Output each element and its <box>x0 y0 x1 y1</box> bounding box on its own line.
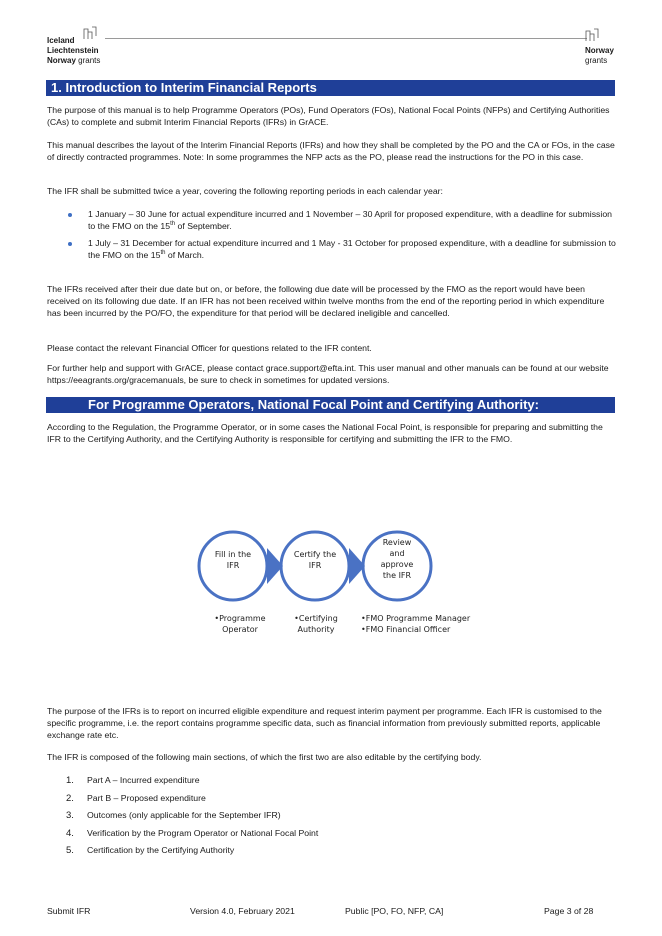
role-certifying-authority: •Certifying Authority <box>294 614 338 634</box>
role-fmo: •FMO Programme Manager •FMO Financial Officer <box>361 614 471 634</box>
step-fill-in-ifr: Fill in the IFR <box>214 550 252 570</box>
intro-paragraph-6: For further help and support with GrACE, please contact grace.support@efta.int. This user manual and other manuals can be found at our website https://eeagrants.org/gracemanuals, be sure to check in sometimes for updated versions. <box>47 363 609 385</box>
intro-paragraph-1: The purpose of this manual is to help Programme Operators (POs), Fund Operators (FOs), National Focal Points (NFPs) and Certifying Authorities (CAs) to complete and submit Interim Financial Reports (IFRs) in GrACE. <box>47 105 610 127</box>
footer-audience: Public [PO, FO, NFP, CA] <box>345 906 444 916</box>
logo-right-grants: grants <box>585 56 608 65</box>
ifr-sections-list <box>66 774 566 862</box>
step-review-approve-ifr: Review and approve the IFR <box>380 538 414 580</box>
reporting-period-item: 1 January – 30 June for actual expenditure incurred and 1 November – 30 April for proposed expenditure, with a deadline for submission to the FMO on the 15th of September. <box>68 208 616 232</box>
logo-line-grants: grants <box>78 56 101 65</box>
regulation-paragraph: According to the Regulation, the Programme Operator, or in some cases the National Focal Point, is responsible for preparing and submitting the IFR to the Certifying Authority, and the Certifying Authority is responsible for certifying and submitting the IFR to the FMO. <box>47 422 603 444</box>
process-arrow <box>267 548 283 584</box>
ifr-section-item: 5. Certification by the Certifying Authority <box>66 845 235 856</box>
intro-paragraph-3: The IFR shall be submitted twice a year, covering the following reporting periods in each calendar year: <box>47 186 443 196</box>
ifr-composition-paragraph: The IFR is composed of the following main sections, of which the first two are also editable by the certifying body. <box>47 752 482 762</box>
flag-outline-icon <box>585 28 601 42</box>
section-heading-introduction: 1. Introduction to Interim Financial Reports <box>46 80 615 96</box>
logo-norway-grants <box>585 28 625 72</box>
header-divider <box>105 38 587 39</box>
ifr-purpose-paragraph: The purpose of the IFRs is to report on incurred eligible expenditure and request interim payment per programme. Each IFR is customised to the specific programme, i.e. the report contains programme specific data, such as financial information from previously submitted reports, applicable exchange rate etc. <box>47 706 602 740</box>
logo-line-iceland: Iceland <box>47 36 75 45</box>
logo-line-liechtenstein: Liechtenstein <box>47 46 99 55</box>
role-programme-operator: •Programme Operator <box>214 614 266 634</box>
ifr-process-diagram <box>195 522 485 652</box>
footer-version: Version 4.0, February 2021 <box>190 906 295 916</box>
intro-paragraph-4: The IFRs received after their due date but on, or before, the following due date will be processed by the FMO as the report would have been received on its following due date. If an IFR has not been received within twelve months from the end of the reporting period in which expenditure has been incurred by the PO/FO, the expenditure for that period will be declared ineligible and cancelled. <box>47 284 605 318</box>
ifr-section-item: 3. Outcomes (only applicable for the September IFR) <box>66 810 281 821</box>
logo-line-norway: Norway <box>47 56 76 65</box>
footer-page-number: Page 3 of 28 <box>544 906 594 916</box>
process-arrow <box>349 548 365 584</box>
footer-doc-title: Submit IFR <box>47 906 91 916</box>
ifr-section-item: 1. Part A – Incurred expenditure <box>66 775 200 786</box>
logo-right-norway: Norway <box>585 46 614 55</box>
section-heading-programme-operators: For Programme Operators, National Focal Point and Certifying Authority: <box>46 397 615 413</box>
intro-paragraph-5: Please contact the relevant Financial Officer for questions related to the IFR content. <box>47 343 372 353</box>
step-certify-ifr: Certify the IFR <box>293 550 337 570</box>
reporting-period-item: 1 July – 31 December for actual expenditure incurred and 1 May - 31 October for proposed expenditure, with a deadline for submission to the FMO on the 15th of March. <box>68 237 616 261</box>
logo-iceland-liechtenstein-norway <box>47 28 117 72</box>
flag-outline-icon <box>83 26 99 40</box>
ifr-section-item: 2. Part B – Proposed expenditure <box>66 792 206 804</box>
reporting-periods-list <box>68 208 616 266</box>
intro-paragraph-2: This manual describes the layout of the Interim Financial Reports (IFRs) and how they shall be completed by the PO and the CA or FOs, in the case of directly contracted programmes. Note: In some programmes the NFP acts as the PO, please read the instructions for the PO in this case. <box>47 140 615 162</box>
ifr-section-item: 4. Verification by the Program Operator or National Focal Point <box>66 827 319 839</box>
